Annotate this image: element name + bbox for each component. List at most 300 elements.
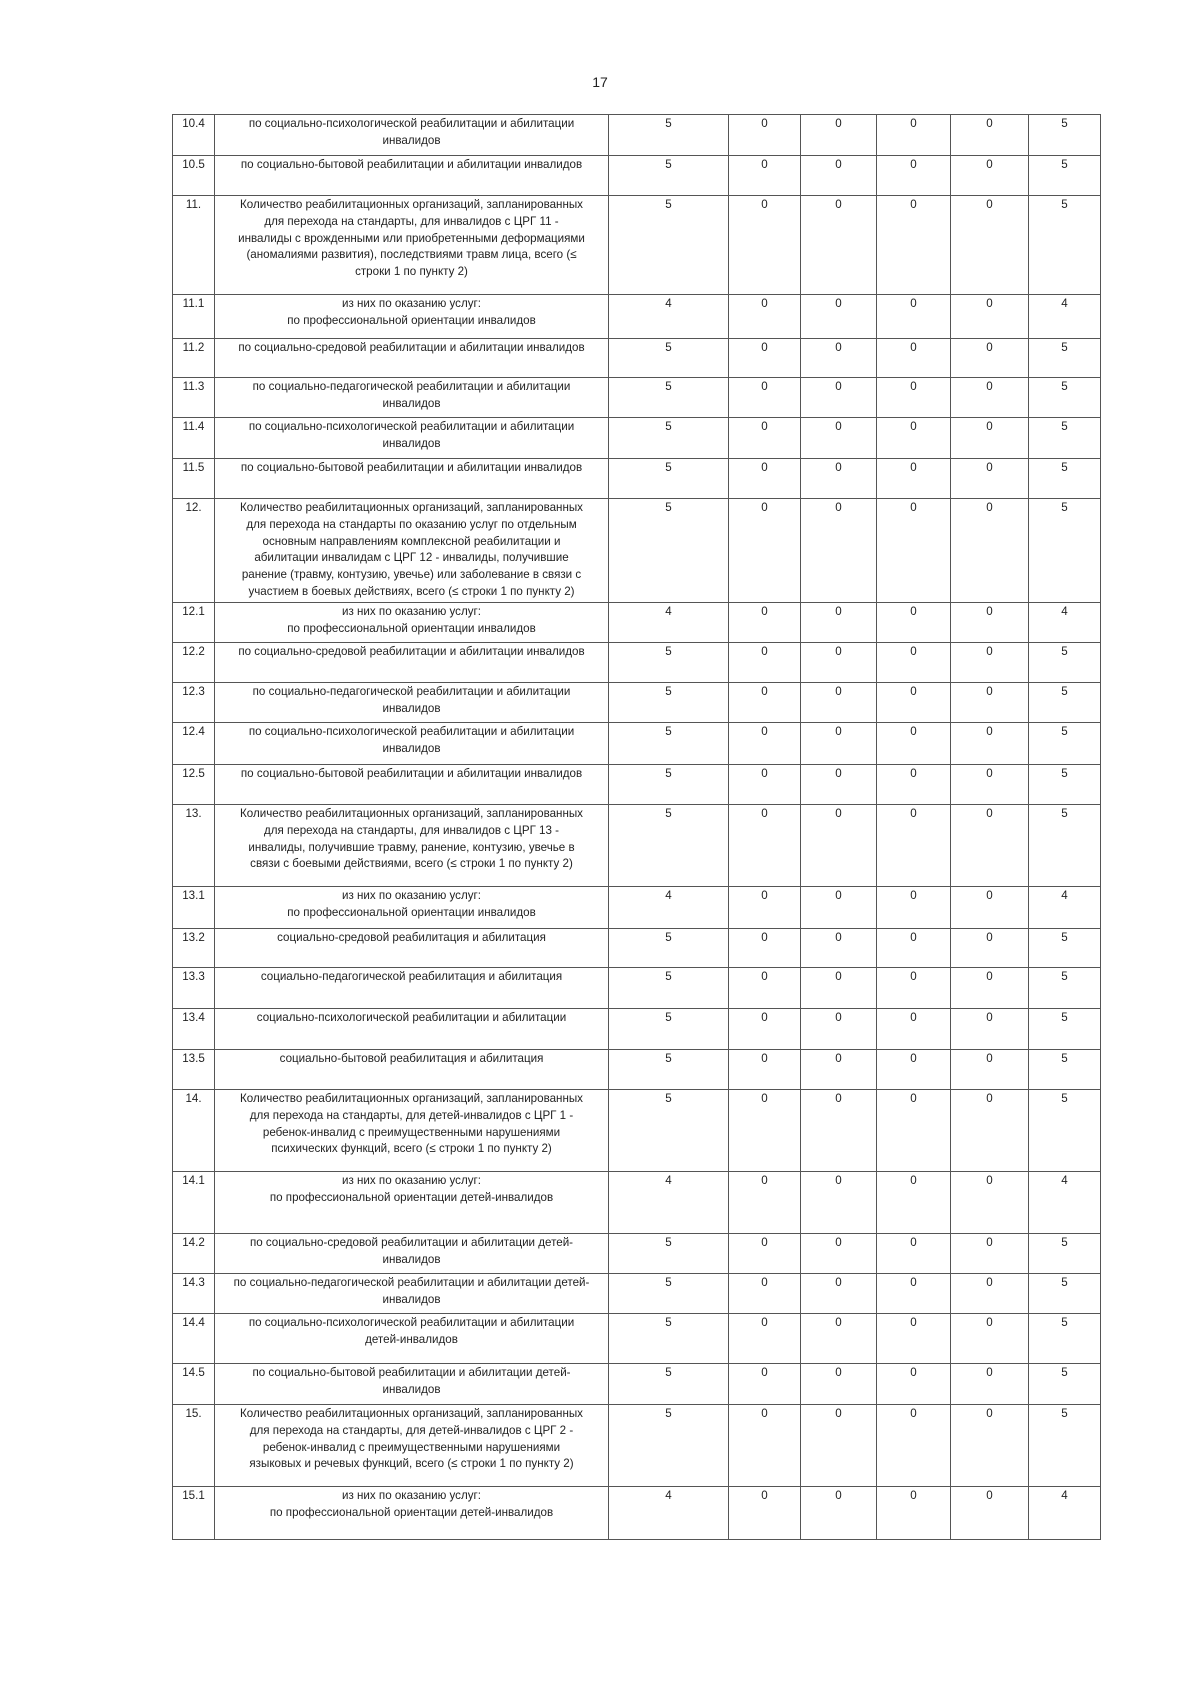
- value-cell-1: 5: [609, 339, 729, 378]
- row-description: [215, 295, 609, 339]
- description-line: Количество реабилитационных организаций, запланированных: [240, 501, 583, 514]
- description-line: по профессиональной ориентации инвалидов: [287, 905, 536, 919]
- value-cell-3: 0: [801, 1487, 877, 1540]
- value-cell-5: 0: [951, 1009, 1029, 1050]
- value-cell-1: 5: [609, 1274, 729, 1314]
- row-number: 13.4: [173, 1009, 215, 1050]
- description-line: по профессиональной ориентации инвалидов: [287, 621, 536, 635]
- value-cell-4: 0: [877, 1487, 951, 1540]
- row-number: 14.: [173, 1090, 215, 1172]
- value-cell-4: 0: [877, 115, 951, 156]
- description-line: Количество реабилитационных организаций, запланированных: [240, 198, 583, 211]
- value-cell-6: 5: [1029, 805, 1101, 887]
- value-cell-2: 0: [729, 115, 801, 156]
- value-cell-3: 0: [801, 295, 877, 339]
- description-line: по социально-бытовой реабилитации и абилитации инвалидов: [240, 158, 583, 171]
- value-cell-6: 5: [1029, 1009, 1101, 1050]
- value-cell-6: 5: [1029, 1050, 1101, 1090]
- row-number: 13.3: [173, 968, 215, 1009]
- value-cell-5: 0: [951, 418, 1029, 459]
- description-line: из них по оказанию услуг:: [342, 1489, 481, 1502]
- description-line: инвалидов: [382, 1292, 441, 1306]
- value-cell-2: 0: [729, 1364, 801, 1405]
- description-line: по социально-средовой реабилитации и абилитации детей-: [249, 1236, 574, 1249]
- description-line: по социально-психологической реабилитации и абилитации: [248, 1316, 575, 1329]
- table-row: [173, 459, 1101, 499]
- row-number: 14.2: [173, 1234, 215, 1274]
- table-row: [173, 1009, 1101, 1050]
- value-cell-6: 5: [1029, 115, 1101, 156]
- value-cell-4: 0: [877, 1050, 951, 1090]
- description-line: из них по оказанию услуг:: [342, 1174, 481, 1187]
- description-line: Количество реабилитационных организаций, запланированных: [240, 807, 583, 820]
- value-cell-2: 0: [729, 805, 801, 887]
- value-cell-4: 0: [877, 1234, 951, 1274]
- row-number: 14.1: [173, 1172, 215, 1234]
- row-description: [215, 723, 609, 765]
- description-line: по социально-психологической реабилитации и абилитации: [248, 725, 575, 738]
- row-number: 12.4: [173, 723, 215, 765]
- row-description: [215, 929, 609, 968]
- value-cell-2: 0: [729, 295, 801, 339]
- value-cell-1: 5: [609, 683, 729, 723]
- row-description: [215, 115, 609, 156]
- value-cell-1: 5: [609, 1405, 729, 1487]
- row-number: 11.5: [173, 459, 215, 499]
- table-row: [173, 968, 1101, 1009]
- value-cell-4: 0: [877, 968, 951, 1009]
- value-cell-2: 0: [729, 968, 801, 1009]
- description-line: психических функций, всего (≤ строки 1 по пункту 2): [271, 1142, 552, 1156]
- row-number: 11.: [173, 196, 215, 295]
- table-row: [173, 1364, 1101, 1405]
- value-cell-1: 5: [609, 418, 729, 459]
- value-cell-4: 0: [877, 295, 951, 339]
- value-cell-6: 5: [1029, 1314, 1101, 1364]
- value-cell-3: 0: [801, 1090, 877, 1172]
- table-row: [173, 1090, 1101, 1172]
- row-description: [215, 1405, 609, 1487]
- value-cell-3: 0: [801, 1009, 877, 1050]
- table-row: [173, 683, 1101, 723]
- value-cell-4: 0: [877, 1405, 951, 1487]
- value-cell-5: 0: [951, 378, 1029, 418]
- value-cell-1: 5: [609, 968, 729, 1009]
- value-cell-6: 5: [1029, 1364, 1101, 1405]
- description-line: для перехода на стандарты, для детей-инвалидов с ЦРГ 1 -: [249, 1108, 574, 1122]
- description-line: детей-инвалидов: [365, 1332, 458, 1346]
- description-line: по профессиональной ориентации детей-инвалидов: [269, 1190, 554, 1204]
- description-line: ребенок-инвалид с преимущественными нарушениями: [262, 1440, 561, 1454]
- table-row: [173, 378, 1101, 418]
- description-line: из них по оказанию услуг:: [342, 889, 481, 902]
- table-row: [173, 499, 1101, 603]
- value-cell-4: 0: [877, 339, 951, 378]
- value-cell-4: 0: [877, 1172, 951, 1234]
- row-description: [215, 603, 609, 643]
- description-line: по социально-психологической реабилитации и абилитации: [248, 420, 575, 433]
- row-number: 11.4: [173, 418, 215, 459]
- value-cell-5: 0: [951, 1405, 1029, 1487]
- value-cell-4: 0: [877, 929, 951, 968]
- row-description: [215, 1274, 609, 1314]
- value-cell-2: 0: [729, 156, 801, 196]
- value-cell-2: 0: [729, 459, 801, 499]
- description-line: по социально-психологической реабилитации и абилитации: [248, 117, 575, 130]
- description-line: по социально-средовой реабилитации и абилитации инвалидов: [238, 645, 585, 658]
- value-cell-1: 5: [609, 643, 729, 683]
- value-cell-6: 4: [1029, 887, 1101, 929]
- value-cell-6: 4: [1029, 1487, 1101, 1540]
- row-description: [215, 968, 609, 1009]
- value-cell-3: 0: [801, 156, 877, 196]
- page-number: 17: [592, 74, 608, 90]
- value-cell-5: 0: [951, 643, 1029, 683]
- value-cell-6: 5: [1029, 968, 1101, 1009]
- value-cell-2: 0: [729, 765, 801, 805]
- value-cell-2: 0: [729, 1274, 801, 1314]
- value-cell-3: 0: [801, 765, 877, 805]
- value-cell-1: 5: [609, 1050, 729, 1090]
- row-description: [215, 805, 609, 887]
- value-cell-3: 0: [801, 1405, 877, 1487]
- value-cell-4: 0: [877, 499, 951, 603]
- description-line: основным направлениям комплексной реабилитации и: [262, 534, 561, 548]
- row-number: 11.2: [173, 339, 215, 378]
- description-line: для перехода на стандарты, для инвалидов с ЦРГ 13 -: [263, 823, 560, 837]
- value-cell-3: 0: [801, 723, 877, 765]
- value-cell-2: 0: [729, 499, 801, 603]
- value-cell-5: 0: [951, 1314, 1029, 1364]
- value-cell-2: 0: [729, 1172, 801, 1234]
- value-cell-5: 0: [951, 1274, 1029, 1314]
- value-cell-1: 4: [609, 1172, 729, 1234]
- value-cell-6: 4: [1029, 603, 1101, 643]
- row-number: 12.: [173, 499, 215, 603]
- row-description: [215, 459, 609, 499]
- row-number: 10.4: [173, 115, 215, 156]
- description-line: социально-бытовой реабилитация и абилитация: [279, 1052, 544, 1065]
- value-cell-6: 5: [1029, 1090, 1101, 1172]
- value-cell-3: 0: [801, 196, 877, 295]
- value-cell-6: 5: [1029, 1274, 1101, 1314]
- description-line: инвалидов: [382, 1382, 441, 1396]
- value-cell-6: 5: [1029, 156, 1101, 196]
- value-cell-5: 0: [951, 1172, 1029, 1234]
- row-number: 14.5: [173, 1364, 215, 1405]
- description-line: по профессиональной ориентации инвалидов: [287, 313, 536, 327]
- value-cell-1: 5: [609, 1314, 729, 1364]
- value-cell-3: 0: [801, 339, 877, 378]
- value-cell-3: 0: [801, 1050, 877, 1090]
- value-cell-2: 0: [729, 378, 801, 418]
- value-cell-5: 0: [951, 887, 1029, 929]
- value-cell-4: 0: [877, 805, 951, 887]
- value-cell-2: 0: [729, 1090, 801, 1172]
- table-row: [173, 156, 1101, 196]
- row-description: [215, 643, 609, 683]
- row-description: [215, 1487, 609, 1540]
- description-line: для перехода на стандарты, для инвалидов с ЦРГ 11 -: [264, 214, 559, 228]
- table-row: [173, 643, 1101, 683]
- row-description: [215, 1009, 609, 1050]
- description-line: ранение (травму, контузию, увечье) или заболевание в связи с: [241, 568, 582, 582]
- value-cell-5: 0: [951, 1234, 1029, 1274]
- value-cell-1: 4: [609, 887, 729, 929]
- table-row: [173, 929, 1101, 968]
- value-cell-4: 0: [877, 378, 951, 418]
- value-cell-3: 0: [801, 929, 877, 968]
- row-description: [215, 1364, 609, 1405]
- value-cell-4: 0: [877, 459, 951, 499]
- table-row: [173, 196, 1101, 295]
- value-cell-1: 5: [609, 499, 729, 603]
- table-row: [173, 1314, 1101, 1364]
- table-row: [173, 765, 1101, 805]
- description-line: по социально-педагогической реабилитации и абилитации детей-: [233, 1276, 590, 1289]
- value-cell-6: 5: [1029, 1234, 1101, 1274]
- value-cell-5: 0: [951, 196, 1029, 295]
- value-cell-4: 0: [877, 156, 951, 196]
- value-cell-4: 0: [877, 765, 951, 805]
- table-row: [173, 1234, 1101, 1274]
- value-cell-3: 0: [801, 418, 877, 459]
- value-cell-2: 0: [729, 1314, 801, 1364]
- table-row: [173, 295, 1101, 339]
- value-cell-4: 0: [877, 683, 951, 723]
- value-cell-1: 5: [609, 196, 729, 295]
- description-line: из них по оказанию услуг:: [342, 297, 481, 310]
- table-row: [173, 115, 1101, 156]
- row-number: 10.5: [173, 156, 215, 196]
- value-cell-2: 0: [729, 418, 801, 459]
- description-line: по профессиональной ориентации детей-инвалидов: [269, 1505, 554, 1519]
- row-description: [215, 378, 609, 418]
- value-cell-3: 0: [801, 643, 877, 683]
- description-line: ребенок-инвалид с преимущественными нарушениями: [262, 1125, 561, 1139]
- value-cell-2: 0: [729, 683, 801, 723]
- row-description: [215, 418, 609, 459]
- description-line: инвалидов: [382, 1252, 441, 1266]
- value-cell-6: 4: [1029, 295, 1101, 339]
- row-number: 13.: [173, 805, 215, 887]
- value-cell-4: 0: [877, 603, 951, 643]
- value-cell-6: 5: [1029, 459, 1101, 499]
- value-cell-3: 0: [801, 459, 877, 499]
- description-line: Количество реабилитационных организаций, запланированных: [240, 1407, 583, 1420]
- table-row: [173, 887, 1101, 929]
- value-cell-3: 0: [801, 115, 877, 156]
- description-line: языковых и речевых функций, всего (≤ строки 1 по пункту 2): [249, 1457, 574, 1471]
- value-cell-4: 0: [877, 196, 951, 295]
- row-description: [215, 1234, 609, 1274]
- row-description: [215, 156, 609, 196]
- value-cell-2: 0: [729, 1234, 801, 1274]
- description-line: Количество реабилитационных организаций, запланированных: [240, 1092, 583, 1105]
- value-cell-6: 5: [1029, 929, 1101, 968]
- value-cell-1: 5: [609, 1364, 729, 1405]
- row-description: [215, 887, 609, 929]
- description-line: по социально-педагогической реабилитации и абилитации: [252, 380, 571, 393]
- description-line: по социально-средовой реабилитации и абилитации инвалидов: [238, 341, 585, 354]
- value-cell-2: 0: [729, 887, 801, 929]
- description-line: инвалиды с врожденными или приобретенными деформациями: [238, 231, 585, 245]
- row-number: 15.1: [173, 1487, 215, 1540]
- value-cell-2: 0: [729, 929, 801, 968]
- description-line: инвалидов: [382, 701, 441, 715]
- description-line: для перехода на стандарты по оказанию услуг по отдельным: [246, 517, 577, 531]
- value-cell-4: 0: [877, 1009, 951, 1050]
- description-line: связи с боевыми действиями, всего (≤ строки 1 по пункту 2): [250, 857, 573, 871]
- value-cell-4: 0: [877, 723, 951, 765]
- value-cell-2: 0: [729, 196, 801, 295]
- description-line: по социально-бытовой реабилитации и абилитации детей-: [252, 1366, 571, 1379]
- description-line: инвалидов: [382, 741, 441, 755]
- value-cell-6: 5: [1029, 339, 1101, 378]
- value-cell-5: 0: [951, 805, 1029, 887]
- row-description: [215, 499, 609, 603]
- value-cell-3: 0: [801, 683, 877, 723]
- description-line: (аномалиями развития), последствиями травм лица, всего (≤: [246, 248, 577, 262]
- row-number: 14.4: [173, 1314, 215, 1364]
- row-number: 14.3: [173, 1274, 215, 1314]
- row-number: 13.1: [173, 887, 215, 929]
- row-number: 15.: [173, 1405, 215, 1487]
- value-cell-5: 0: [951, 1364, 1029, 1405]
- row-number: 12.3: [173, 683, 215, 723]
- description-line: инвалидов: [382, 396, 441, 410]
- row-description: [215, 1090, 609, 1172]
- value-cell-1: 4: [609, 295, 729, 339]
- value-cell-5: 0: [951, 339, 1029, 378]
- value-cell-1: 5: [609, 115, 729, 156]
- value-cell-4: 0: [877, 1314, 951, 1364]
- value-cell-2: 0: [729, 1009, 801, 1050]
- value-cell-5: 0: [951, 499, 1029, 603]
- row-description: [215, 765, 609, 805]
- value-cell-5: 0: [951, 156, 1029, 196]
- description-line: инвалидов: [382, 133, 441, 147]
- row-number: 12.1: [173, 603, 215, 643]
- description-line: социально-средовой реабилитация и абилитация: [277, 931, 546, 944]
- row-number: 11.3: [173, 378, 215, 418]
- description-line: абилитации инвалидам с ЦРГ 12 - инвалиды, получившие: [254, 551, 569, 565]
- row-number: 11.1: [173, 295, 215, 339]
- value-cell-2: 0: [729, 1050, 801, 1090]
- description-line: по социально-педагогической реабилитации и абилитации: [252, 685, 571, 698]
- table-row: [173, 339, 1101, 378]
- value-cell-5: 0: [951, 723, 1029, 765]
- value-cell-1: 5: [609, 1234, 729, 1274]
- description-line: по социально-бытовой реабилитации и абилитации инвалидов: [240, 461, 583, 474]
- table-row: [173, 1274, 1101, 1314]
- value-cell-1: 5: [609, 378, 729, 418]
- table-row: [173, 1050, 1101, 1090]
- description-line: социально-педагогической реабилитация и абилитация: [260, 970, 563, 983]
- value-cell-4: 0: [877, 1364, 951, 1405]
- description-line: из них по оказанию услуг:: [342, 605, 481, 618]
- value-cell-3: 0: [801, 499, 877, 603]
- value-cell-2: 0: [729, 603, 801, 643]
- value-cell-5: 0: [951, 115, 1029, 156]
- value-cell-4: 0: [877, 1274, 951, 1314]
- value-cell-5: 0: [951, 765, 1029, 805]
- row-number: 12.2: [173, 643, 215, 683]
- value-cell-1: 4: [609, 1487, 729, 1540]
- description-line: для перехода на стандарты, для детей-инвалидов с ЦРГ 2 -: [249, 1423, 574, 1437]
- table-row: [173, 1172, 1101, 1234]
- value-cell-3: 0: [801, 603, 877, 643]
- value-cell-6: 5: [1029, 765, 1101, 805]
- row-description: [215, 339, 609, 378]
- value-cell-4: 0: [877, 643, 951, 683]
- value-cell-6: 5: [1029, 196, 1101, 295]
- table-row: [173, 603, 1101, 643]
- row-number: 13.5: [173, 1050, 215, 1090]
- table-row: [173, 418, 1101, 459]
- value-cell-5: 0: [951, 968, 1029, 1009]
- value-cell-3: 0: [801, 1314, 877, 1364]
- value-cell-1: 5: [609, 765, 729, 805]
- value-cell-1: 5: [609, 156, 729, 196]
- value-cell-4: 0: [877, 887, 951, 929]
- table-row: [173, 805, 1101, 887]
- row-description: [215, 1172, 609, 1234]
- value-cell-2: 0: [729, 1487, 801, 1540]
- value-cell-6: 4: [1029, 1172, 1101, 1234]
- value-cell-1: 5: [609, 805, 729, 887]
- row-description: [215, 1050, 609, 1090]
- value-cell-2: 0: [729, 1405, 801, 1487]
- table-body: [173, 115, 1101, 1540]
- row-description: [215, 196, 609, 295]
- value-cell-5: 0: [951, 1487, 1029, 1540]
- row-number: 13.2: [173, 929, 215, 968]
- value-cell-3: 0: [801, 1364, 877, 1405]
- value-cell-6: 5: [1029, 378, 1101, 418]
- value-cell-6: 5: [1029, 1405, 1101, 1487]
- row-description: [215, 683, 609, 723]
- value-cell-5: 0: [951, 603, 1029, 643]
- description-line: строки 1 по пункту 2): [355, 265, 468, 279]
- value-cell-1: 5: [609, 929, 729, 968]
- value-cell-3: 0: [801, 1234, 877, 1274]
- value-cell-1: 5: [609, 1090, 729, 1172]
- value-cell-5: 0: [951, 459, 1029, 499]
- value-cell-5: 0: [951, 683, 1029, 723]
- value-cell-4: 0: [877, 1090, 951, 1172]
- value-cell-1: 5: [609, 459, 729, 499]
- value-cell-5: 0: [951, 929, 1029, 968]
- description-line: по социально-бытовой реабилитации и абилитации инвалидов: [240, 767, 583, 780]
- value-cell-5: 0: [951, 1050, 1029, 1090]
- description-line: социально-психологической реабилитации и абилитации: [256, 1011, 567, 1024]
- value-cell-6: 5: [1029, 723, 1101, 765]
- value-cell-4: 0: [877, 418, 951, 459]
- value-cell-6: 5: [1029, 418, 1101, 459]
- value-cell-3: 0: [801, 887, 877, 929]
- value-cell-3: 0: [801, 378, 877, 418]
- table-row: [173, 1487, 1101, 1540]
- value-cell-2: 0: [729, 339, 801, 378]
- value-cell-3: 0: [801, 1172, 877, 1234]
- data-table: [172, 114, 1101, 1540]
- value-cell-2: 0: [729, 643, 801, 683]
- value-cell-1: 5: [609, 1009, 729, 1050]
- value-cell-2: 0: [729, 723, 801, 765]
- value-cell-3: 0: [801, 805, 877, 887]
- value-cell-1: 4: [609, 603, 729, 643]
